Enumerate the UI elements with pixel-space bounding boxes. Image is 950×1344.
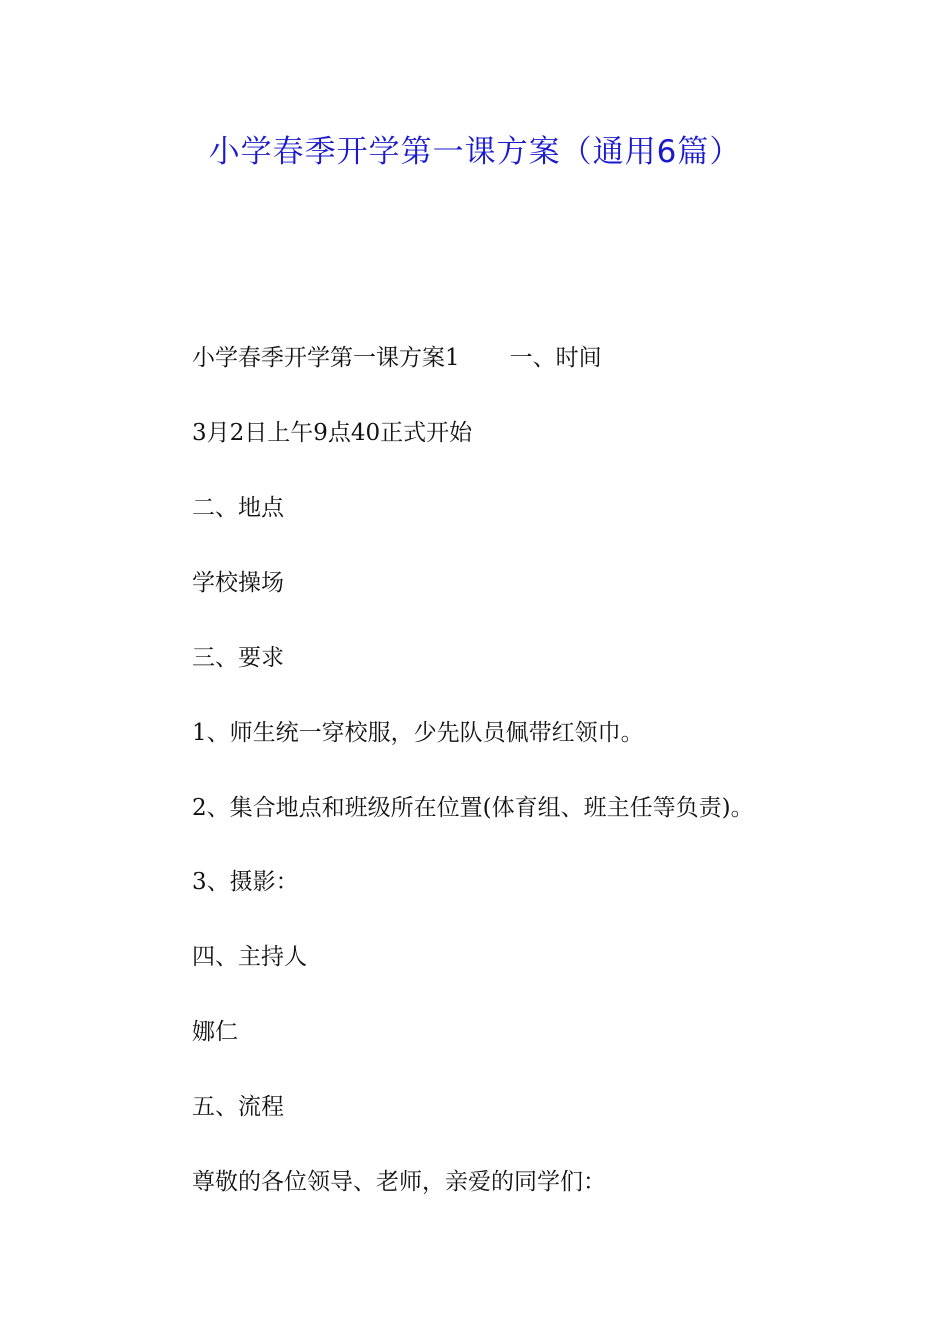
requirement-item-2: 2、集合地点和班级所在位置(体育组、班主任等负责)。 — [192, 795, 754, 821]
section-heading-location: 二、地点 — [192, 495, 284, 521]
paragraph-greeting: 尊敬的各位领导、老师，亲爱的同学们： — [192, 1169, 606, 1195]
paragraph-host-value: 娜仁 — [192, 1019, 238, 1045]
section-heading-host: 四、主持人 — [192, 944, 307, 970]
section-heading-requirements: 三、要求 — [192, 645, 284, 671]
paragraph-location-value: 学校操场 — [192, 570, 284, 596]
section-heading-process: 五、流程 — [192, 1094, 284, 1120]
section-heading-line — [192, 342, 602, 374]
document-title: 小学春季开学第一课方案（通用6篇） — [208, 134, 742, 170]
section-heading-time: 一、时间 — [509, 345, 602, 371]
plan-title-1: 小学春季开学第一课方案1 — [192, 345, 460, 371]
requirement-item-1: 1、师生统一穿校服，少先队员佩带红领巾。 — [192, 720, 644, 746]
requirement-item-3: 3、摄影： — [192, 869, 299, 895]
paragraph-time-value: 3月2日上午9点40正式开始 — [192, 420, 473, 446]
